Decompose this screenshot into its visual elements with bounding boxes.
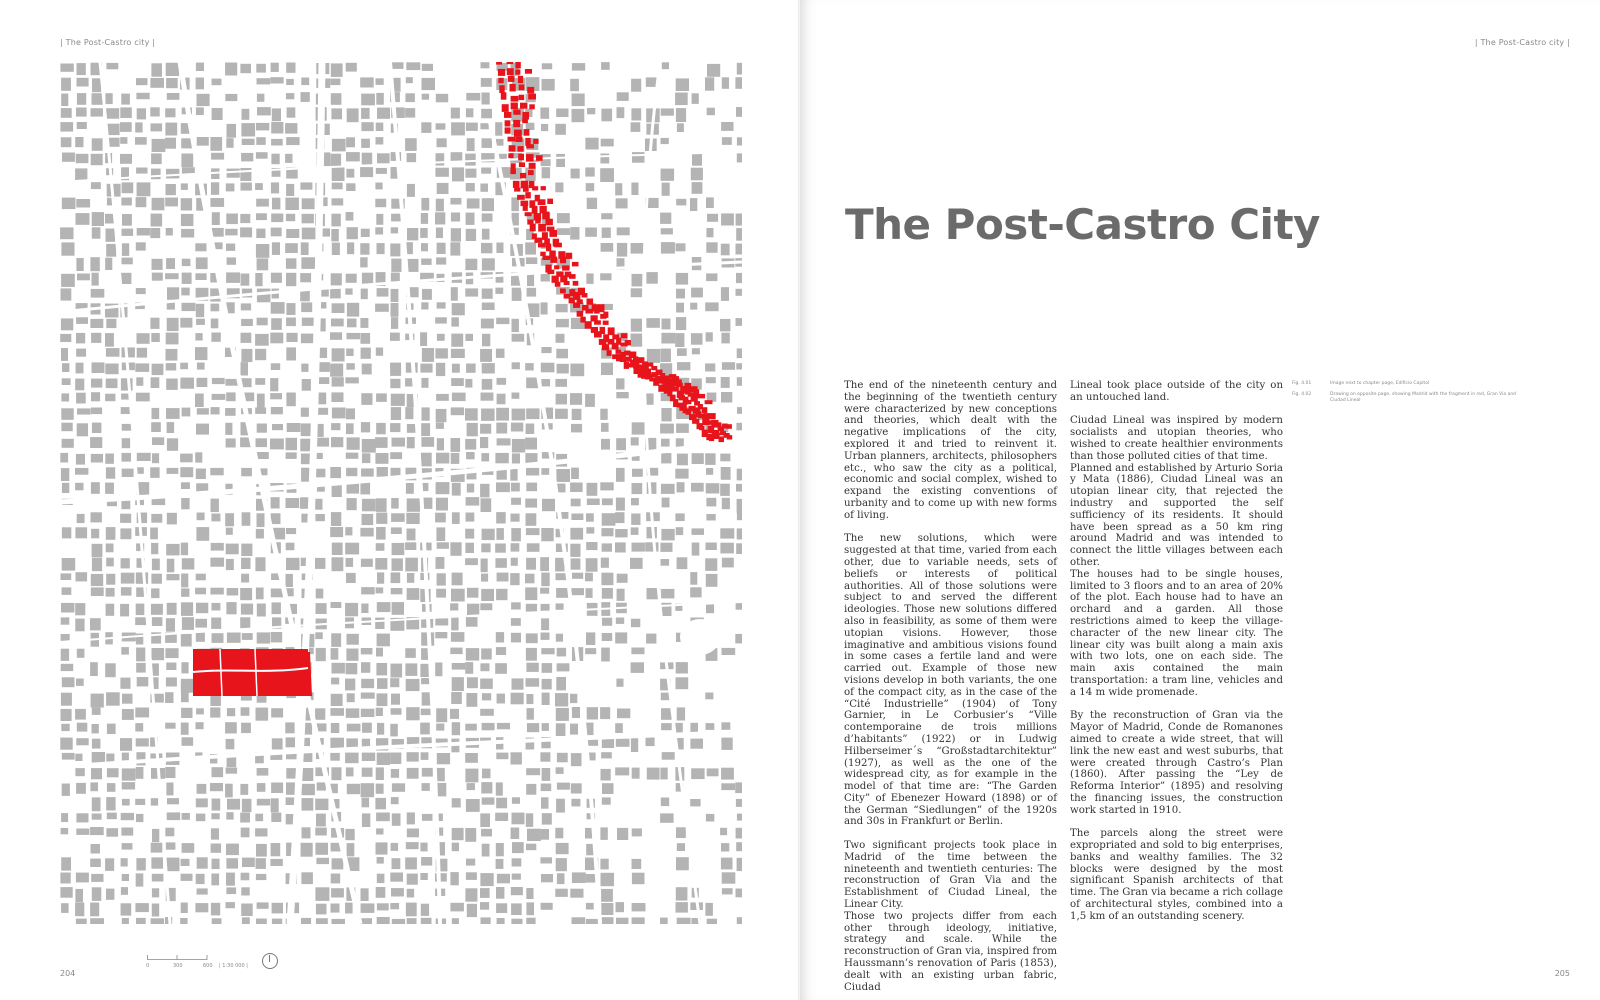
- chapter-title: The Post-Castro City: [845, 200, 1320, 249]
- scale-tick-300: 300: [173, 963, 183, 969]
- scale-bar: [147, 953, 277, 973]
- map-drawing: [60, 62, 742, 924]
- paragraph: The new solutions, which were suggested at that time, varied from each other, due to variable needs, sets of beliefs or interests of political authorities. All of those solutions were subject to and served the different ideologies. Those new solutions differed also in feasibility, as some of them were utopian visions. However, those imaginative and ambitious visions found in some cases a fertile land and were carried out. Example of those new visions develop in both variants, the one of the compact city, as in the case of the “Cité Industrielle” (1904) of Tony Garnier, in Le Corbusier’s “Ville contemporaine de trois millions d’habitants” (1922) or in Ludwig Hilberseimer´s “Großstadtarchitektur” (1927), as well as the one of the widespread city, as for example in the model of that time are: “The Garden City” of Ebenezer Howard (1898) or of the German “Siedlungen” of the 1920s and 30s in Frankfurt or Berlin.: [844, 533, 1057, 828]
- figure-number: Fig. 4.01: [1292, 381, 1312, 386]
- scale-ratio: | 1:30 000 |: [219, 963, 248, 969]
- paragraph: The parcels along the street were expropriated and sold to big enterprises, banks and wealthy families. The 32 blocks were designed by the most significant Spanish architects of that time. The Gran via became a rich collage of architectural styles, combined into a 1,5 km of an outstanding scenery.: [1070, 828, 1283, 922]
- figure-caption: Drawing on opposite page, showing Madrid with the fragment in red, Gran Via and Ciudad Lineal: [1330, 392, 1517, 403]
- paragraph: Lineal took place outside of the city on an untouched land.: [1070, 380, 1283, 403]
- madrid-figure-ground-map: [60, 62, 742, 924]
- figure-note: [1292, 392, 1522, 404]
- running-head-left: | The Post-Castro city |: [60, 38, 156, 47]
- figure-number: Fig. 4.02: [1292, 392, 1312, 397]
- running-head-right: | The Post-Castro city |: [1474, 38, 1570, 47]
- north-arrow-icon: [262, 953, 278, 969]
- paragraph: By the reconstruction of Gran via the Mayor of Madrid, Conde de Romanones aimed to create a wide street, that will link the new east and west suburbs, that were created through Castro’s Plan (1860). After passing the “Ley de Reforma Interior” (1895) and resolving the financing issues, the construction work started in 1910.: [1070, 710, 1283, 816]
- right-page: [800, 0, 1600, 1000]
- figure-notes: [1292, 381, 1522, 409]
- figure-note: [1292, 381, 1522, 387]
- page-number-right: 205: [1554, 969, 1570, 978]
- scale-bar-graphic: [147, 953, 217, 963]
- paragraph: The houses had to be single houses, limited to 3 floors and to an area of 20% of the plot. Each house had to have an orchard and a garden. All those restrictions aimed to keep the village-character of the new linear city. The linear city was built along a main axis with two lots, one on each side. The main axis contained the main transportation: a tram line, vehicles and a 14 m wide promenade.: [1070, 568, 1283, 698]
- scale-tick-0: 0: [146, 963, 150, 969]
- paragraph: Those two projects differ from each other through ideology, initiative, strategy and scale. While the reconstruction of Gran via, inspired from Haussmann’s renovation of Paris (1853), dealt with an existing urban fabric, Ciudad: [844, 910, 1057, 993]
- paragraph: The end of the nineteenth century and the beginning of the twentieth century were characterized by new conceptions and theories, which dealt with the negative implications of the city, explored it and tried to reinvent it. Urban planners, architects, philosophers etc., who saw the city as a political, economic and social complex, wished to expand the existing conventions of urbanity and to come up with new forms of living.: [844, 380, 1057, 521]
- paragraph: Ciudad Lineal was inspired by modern socialists and utopian theories, who wished to create healthier environments than those polluted cities of that time.: [1070, 415, 1283, 462]
- paragraph: Two significant projects took place in Madrid of the time between the nineteenth and twentieth centuries: The reconstruction of Gran Via and the Establishment of Ciudad Lineal, the Linear City.: [844, 840, 1057, 911]
- scale-tick-600: 600: [203, 963, 213, 969]
- text-column-1: [844, 380, 1057, 1000]
- text-column-2: [1070, 380, 1283, 934]
- page-number-left: 204: [60, 969, 76, 978]
- figure-caption: Image next to chapter page, Edificio Capitol: [1330, 381, 1430, 386]
- paragraph: Planned and established by Arturio Soria y Mata (1886), Ciudad Lineal was an utopian linear city, that rejected the industry and supported the self sufficiency of its residents. It should have been spread as a 50 km ring around Madrid and was intended to connect the little villages between each other.: [1070, 462, 1283, 568]
